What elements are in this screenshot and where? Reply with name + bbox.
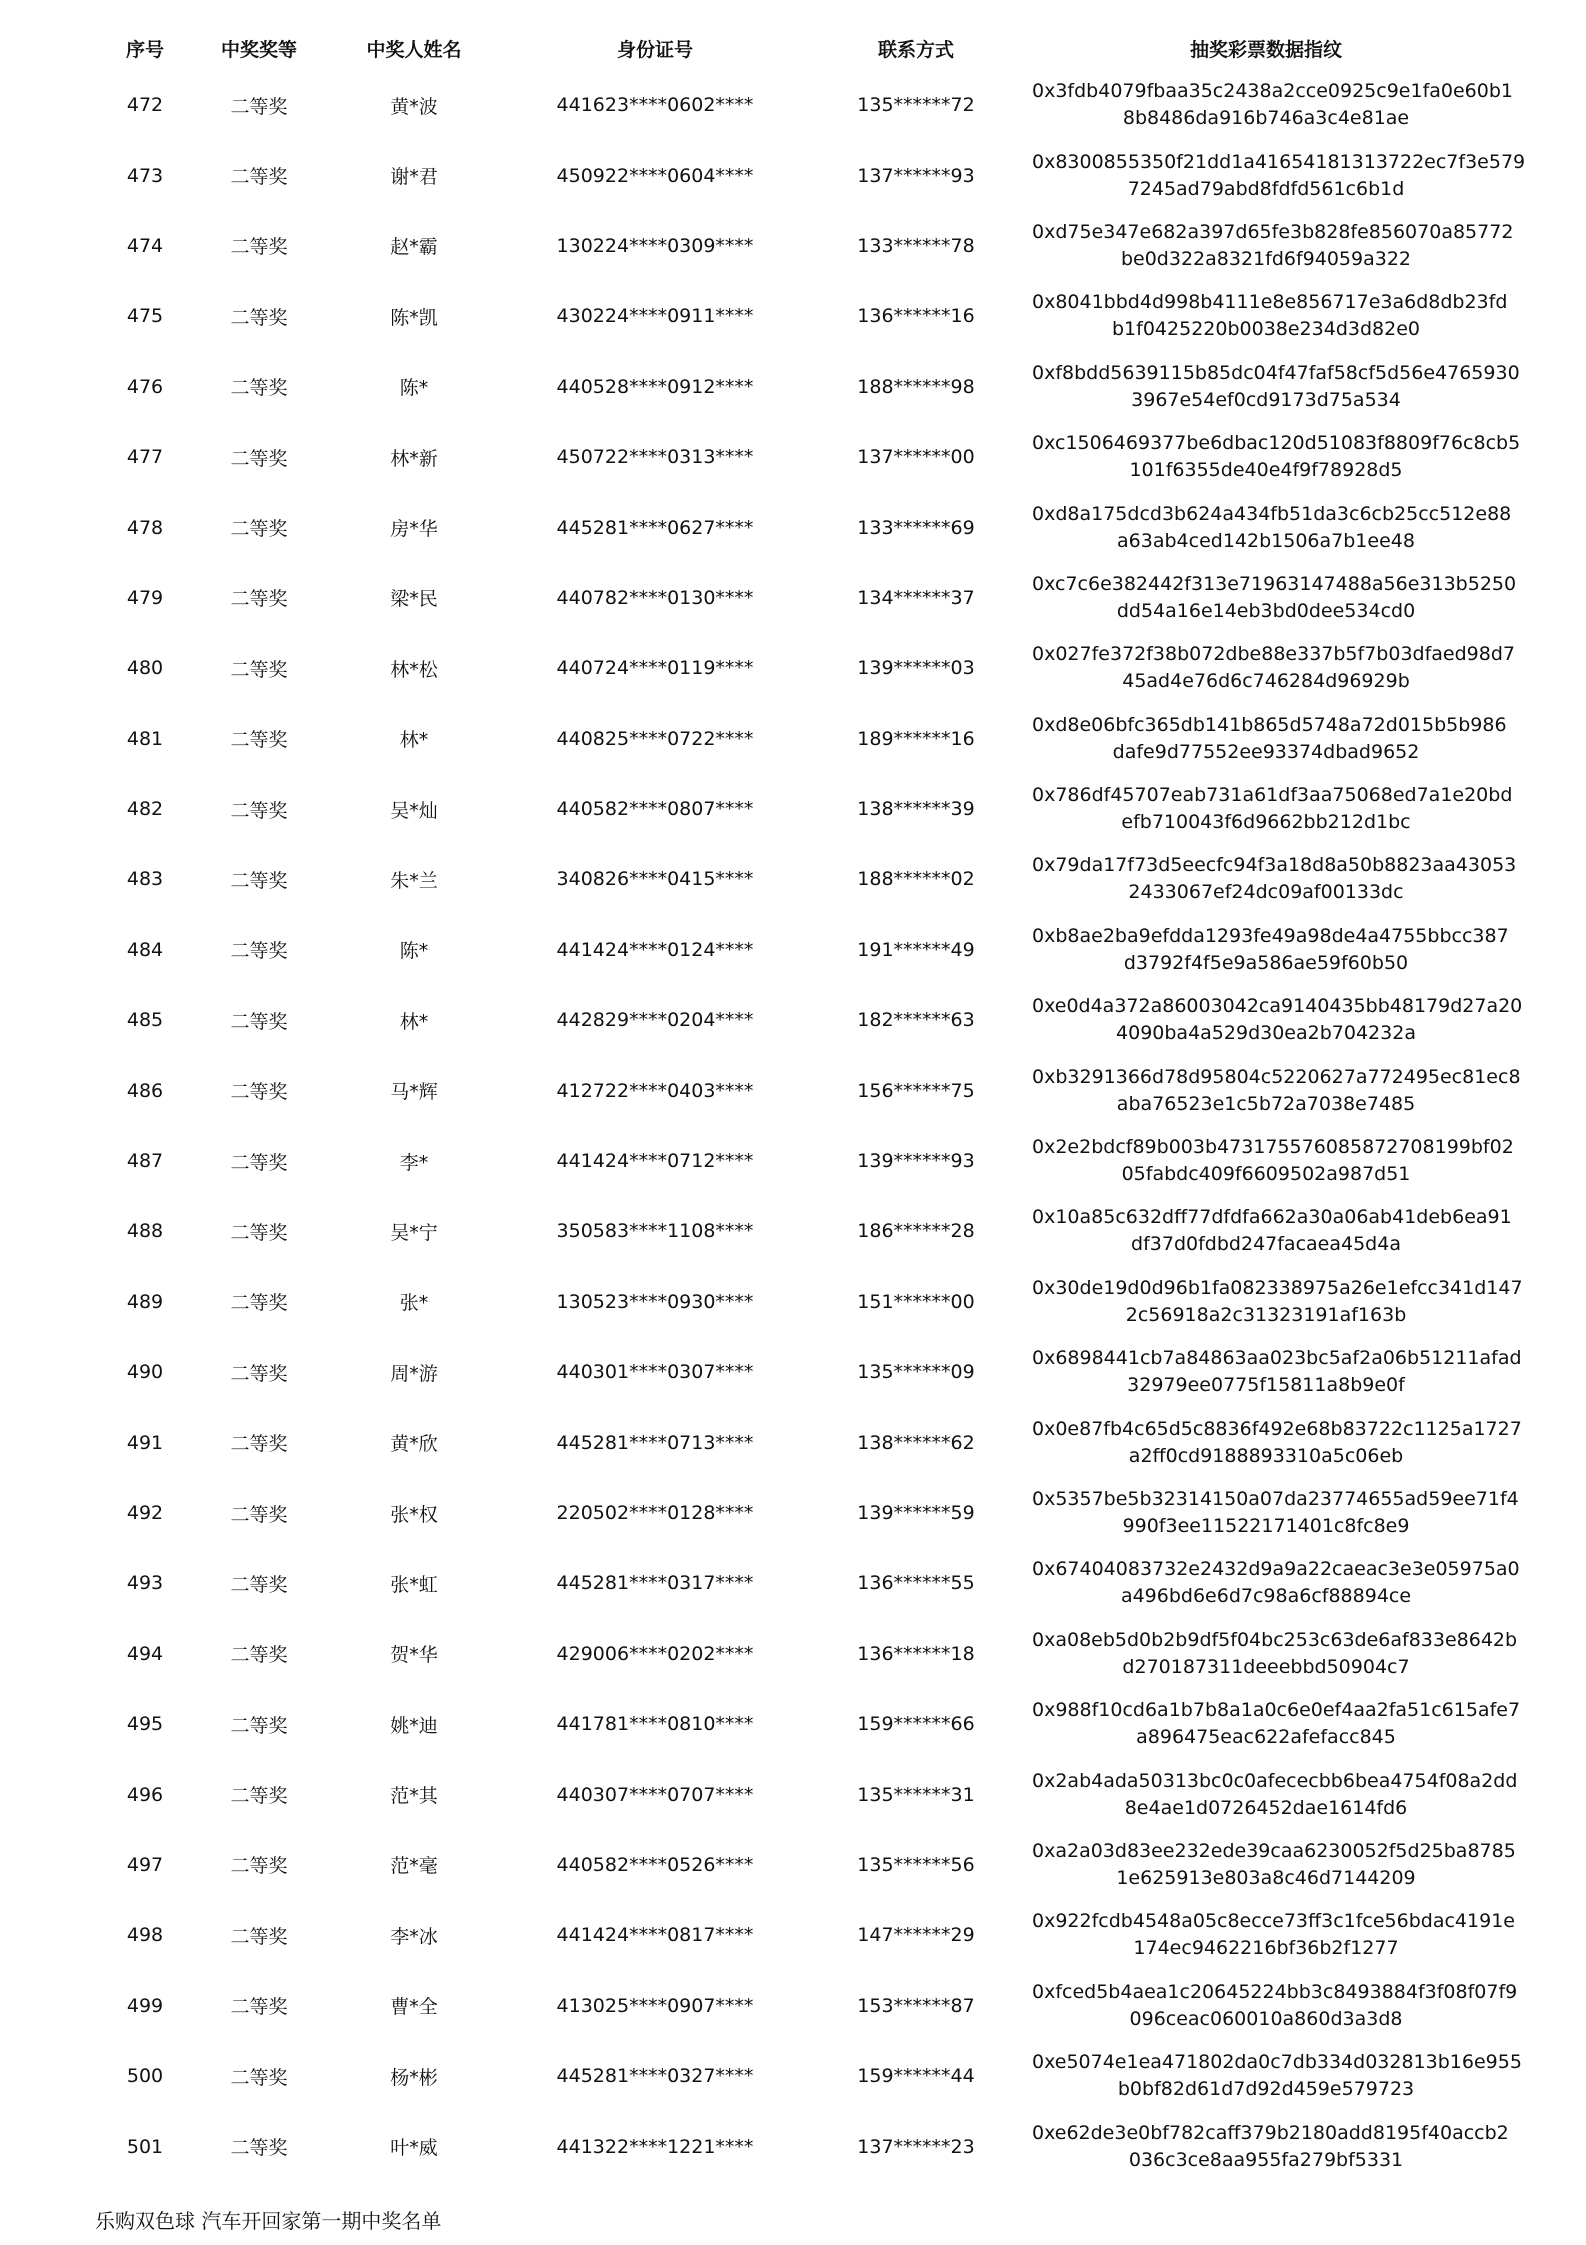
cell-id-number: 429006****0202**** — [556, 1642, 754, 1665]
fingerprint-line: 0x67404083732e2432d9a9a22caeac3e3e05975a0 — [1032, 1558, 1520, 1581]
table-row — [90, 633, 1500, 703]
fingerprint-line: 2c56918a2c31323191af163b — [1125, 1303, 1407, 1326]
cell-serial: 490 — [126, 1361, 164, 1384]
fingerprint-line: d270187311deeebbd50904c7 — [1122, 1655, 1410, 1678]
cell-winner-name: 李* — [399, 1151, 429, 1174]
cell-id-number: 445281****0713**** — [556, 1431, 754, 1454]
cell-winner-name: 曹*全 — [390, 1996, 438, 2019]
cell-serial: 482 — [126, 798, 164, 821]
cell-prize-level: 二等奖 — [230, 1433, 288, 1456]
cell-prize-level: 二等奖 — [230, 95, 288, 118]
cell-ticket-fingerprint — [1032, 1126, 1514, 1196]
header-prize-level: 中奖奖等 — [220, 38, 297, 61]
fingerprint-line: 036c3ce8aa955fa279bf5331 — [1128, 2148, 1404, 2171]
cell-id-number: 442829****0204**** — [556, 1009, 754, 1032]
cell-prize-level: 二等奖 — [230, 1221, 288, 1244]
cell-id-number: 350583****1108**** — [556, 1220, 754, 1243]
cell-prize-level: 二等奖 — [230, 377, 288, 400]
cell-contact: 159******44 — [857, 2065, 975, 2088]
cell-ticket-fingerprint — [1032, 915, 1509, 985]
cell-id-number: 445281****0627**** — [556, 516, 754, 539]
fingerprint-line: be0d322a8321fd6f94059a322 — [1120, 247, 1412, 270]
cell-winner-name: 黄*波 — [390, 95, 438, 118]
table-row — [90, 704, 1500, 774]
cell-winner-name: 陈*凯 — [390, 306, 438, 329]
document-footer: 乐购双色球 汽车开回家第一期中奖名单 — [95, 2209, 442, 2233]
table-row — [90, 1337, 1500, 1407]
cell-serial: 491 — [126, 1431, 164, 1454]
fingerprint-line: 0xa08eb5d0b2b9df5f04bc253c63de6af833e8642b — [1032, 1628, 1518, 1651]
cell-id-number: 441424****0124**** — [556, 938, 754, 961]
cell-serial: 489 — [126, 1290, 164, 1313]
table-header-row — [90, 26, 1500, 70]
cell-winner-name: 林*新 — [390, 447, 438, 470]
cell-contact: 159******66 — [857, 1713, 975, 1736]
cell-contact: 189******16 — [857, 727, 975, 750]
cell-ticket-fingerprint — [1032, 1196, 1512, 1266]
cell-winner-name: 陈* — [399, 377, 429, 400]
cell-id-number: 441424****0712**** — [556, 1150, 754, 1173]
fingerprint-line: 0xc7c6e382442f313e71963147488a56e313b5250 — [1032, 572, 1517, 595]
fingerprint-line: dd54a16e14eb3bd0dee534cd0 — [1116, 599, 1416, 622]
cell-prize-level: 二等奖 — [230, 1503, 288, 1526]
cell-serial: 474 — [126, 234, 164, 257]
table-row — [90, 70, 1500, 140]
cell-serial: 485 — [126, 1009, 164, 1032]
fingerprint-line: 0xe62de3e0bf782caff379b2180add8195f40accb2 — [1032, 2121, 1509, 2144]
table-row — [90, 1196, 1500, 1266]
table-row — [90, 1689, 1500, 1759]
cell-id-number: 413025****0907**** — [556, 1994, 754, 2017]
table-row — [90, 1971, 1500, 2041]
cell-ticket-fingerprint — [1032, 2041, 1522, 2111]
cell-serial: 488 — [126, 1220, 164, 1243]
fingerprint-line: 0xa2a03d83ee232ede39caa6230052f5d25ba8785 — [1032, 1839, 1516, 1862]
cell-contact: 139******59 — [857, 1502, 975, 1524]
cell-ticket-fingerprint — [1032, 1619, 1518, 1689]
fingerprint-line: 45ad4e76d6c746284d96929b — [1122, 670, 1410, 693]
table-row — [90, 1619, 1500, 1689]
cell-winner-name: 姚*迪 — [390, 1714, 438, 1737]
cell-contact: 188******98 — [857, 375, 975, 398]
cell-id-number: 445281****0327**** — [556, 2065, 754, 2088]
cell-contact: 191******49 — [857, 938, 975, 961]
cell-ticket-fingerprint — [1032, 422, 1521, 492]
cell-prize-level: 二等奖 — [230, 869, 288, 892]
header-serial: 序号 — [125, 38, 164, 61]
cell-serial: 476 — [126, 375, 164, 398]
table-row — [90, 1759, 1500, 1829]
cell-serial: 477 — [126, 446, 164, 469]
cell-prize-level: 二等奖 — [230, 236, 288, 259]
cell-id-number: 440724****0119**** — [556, 657, 754, 680]
cell-contact: 182******63 — [857, 1009, 975, 1032]
table-row — [90, 2111, 1500, 2181]
cell-id-number: 441623****0602**** — [556, 94, 754, 117]
cell-id-number: 340826****0415**** — [556, 868, 754, 891]
cell-contact: 186******28 — [857, 1220, 975, 1243]
cell-ticket-fingerprint — [1032, 774, 1513, 844]
cell-contact: 138******39 — [857, 798, 975, 821]
cell-winner-name: 赵*霸 — [390, 236, 438, 259]
cell-contact: 153******87 — [857, 1994, 975, 2017]
fingerprint-line: 3967e54ef0cd9173d75a534 — [1131, 388, 1401, 411]
cell-serial: 486 — [126, 1079, 164, 1102]
cell-contact: 147******29 — [857, 1924, 975, 1947]
header-ticket-fingerprint: 抽奖彩票数据指纹 — [1189, 38, 1342, 61]
cell-ticket-fingerprint — [1032, 1971, 1518, 2041]
cell-contact: 135******56 — [857, 1853, 975, 1876]
table-row — [90, 1830, 1500, 1900]
cell-serial: 496 — [126, 1783, 164, 1806]
fingerprint-line: df37d0fdbd247facaea45d4a — [1131, 1233, 1401, 1256]
cell-prize-level: 二等奖 — [230, 166, 288, 189]
winners-table — [90, 26, 1526, 2182]
cell-prize-level: 二等奖 — [230, 1292, 288, 1315]
table-row — [90, 211, 1500, 281]
cell-contact: 135******72 — [857, 94, 975, 117]
cell-ticket-fingerprint — [1032, 1478, 1519, 1548]
cell-prize-level: 二等奖 — [230, 940, 288, 963]
cell-prize-level: 二等奖 — [230, 1644, 288, 1667]
fingerprint-line: 0x8041bbd4d998b4111e8e856717e3a6d8db23fd — [1032, 291, 1508, 314]
fingerprint-line: 0xe5074e1ea471802da0c7db334d032813b16e955 — [1032, 2051, 1522, 2074]
fingerprint-line: 0xb3291366d78d95804c5220627a772495ec81ec8 — [1032, 1065, 1521, 1088]
cell-winner-name: 林* — [399, 1010, 429, 1033]
table-row — [90, 140, 1500, 210]
fingerprint-line: a496bd6e6d7c98a6cf88894ce — [1120, 1585, 1412, 1608]
cell-prize-level: 二等奖 — [230, 447, 288, 470]
table-row — [90, 1478, 1500, 1548]
fingerprint-line: 0x988f10cd6a1b7b8a1a0c6e0ef4aa2fa51c615afe7 — [1032, 1699, 1521, 1722]
cell-serial: 498 — [126, 1924, 164, 1947]
fingerprint-line: 0x10a85c632dff77dfdfa662a30a06ab41deb6ea91 — [1032, 1206, 1512, 1229]
cell-prize-level: 二等奖 — [230, 658, 288, 681]
cell-prize-level: 二等奖 — [230, 2066, 288, 2089]
cell-prize-level: 二等奖 — [230, 1010, 288, 1033]
cell-id-number: 440301****0307**** — [556, 1361, 754, 1384]
fingerprint-line: 0x30de19d0d96b1fa082338975a26e1efcc341d147 — [1032, 1276, 1523, 1299]
cell-id-number: 441322****1221**** — [556, 2135, 754, 2158]
cell-winner-name: 陈* — [399, 940, 429, 963]
cell-winner-name: 杨*彬 — [390, 2066, 438, 2089]
fingerprint-line: 7245ad79abd8fdfd561c6b1d — [1127, 177, 1405, 200]
cell-prize-level: 二等奖 — [230, 1714, 288, 1737]
cell-id-number: 450722****0313**** — [556, 446, 754, 469]
cell-winner-name: 吴*灿 — [390, 799, 438, 822]
cell-contact: 156******75 — [857, 1079, 975, 1102]
fingerprint-line: 0x027fe372f38b072dbe88e337b5f7b03dfaed98d7 — [1032, 643, 1516, 666]
table-row — [90, 1055, 1500, 1125]
cell-contact: 151******00 — [857, 1290, 975, 1313]
fingerprint-line: 0x2ab4ada50313bc0c0afececbb6bea4754f08a2dd — [1032, 1769, 1518, 1792]
cell-id-number: 450922****0604**** — [556, 164, 754, 187]
cell-prize-level: 二等奖 — [230, 1081, 288, 1104]
cell-ticket-fingerprint — [1032, 1267, 1523, 1337]
cell-serial: 481 — [126, 727, 164, 750]
fingerprint-line: 0xd8e06bfc365db141b865d5748a72d015b5b986 — [1032, 713, 1507, 736]
cell-prize-level: 二等奖 — [230, 2137, 288, 2160]
cell-winner-name: 周*游 — [390, 1362, 438, 1385]
cell-id-number: 440582****0807**** — [556, 798, 754, 821]
fingerprint-line: b0bf82d61d7d92d459e579723 — [1117, 2078, 1415, 2101]
table-row — [90, 985, 1500, 1055]
cell-ticket-fingerprint — [1032, 1830, 1516, 1900]
cell-prize-level: 二等奖 — [230, 729, 288, 752]
cell-serial: 478 — [126, 516, 164, 539]
fingerprint-line: 0xb8ae2ba9efdda1293fe49a98de4a4755bbcc387 — [1032, 924, 1509, 947]
cell-contact: 136******18 — [857, 1642, 975, 1665]
cell-winner-name: 李*冰 — [390, 1925, 438, 1948]
cell-winner-name: 吴*宁 — [390, 1221, 438, 1244]
fingerprint-line: 0x5357be5b32314150a07da23774655ad59ee71f4 — [1032, 1488, 1519, 1510]
cell-ticket-fingerprint — [1032, 844, 1517, 914]
table-row — [90, 492, 1500, 562]
cell-contact: 139******03 — [857, 657, 975, 680]
header-contact: 联系方式 — [877, 38, 954, 61]
cell-id-number: 130224****0309**** — [556, 234, 754, 257]
table-row — [90, 352, 1500, 422]
table-row — [90, 1126, 1500, 1196]
cell-ticket-fingerprint — [1032, 140, 1526, 210]
cell-serial: 475 — [126, 305, 164, 328]
fingerprint-line: 0xf8bdd5639115b85dc04f47faf58cf5d56e4765930 — [1032, 361, 1520, 384]
cell-serial: 473 — [126, 164, 164, 187]
fingerprint-line: 0x786df45707eab731a61df3aa75068ed7a1e20bd — [1032, 784, 1513, 807]
fingerprint-line: 101f6355de40e4f9f78928d5 — [1129, 459, 1403, 482]
cell-winner-name: 朱*兰 — [390, 869, 438, 892]
cell-id-number: 440582****0526**** — [556, 1853, 754, 1876]
cell-prize-level: 二等奖 — [230, 1785, 288, 1808]
cell-winner-name: 马*辉 — [390, 1081, 438, 1104]
cell-ticket-fingerprint — [1032, 1689, 1521, 1759]
cell-winner-name: 张*权 — [390, 1503, 438, 1526]
fingerprint-line: 1e625913e803a8c46d7144209 — [1116, 1866, 1416, 1889]
table-row — [90, 1407, 1500, 1477]
fingerprint-line: 0x79da17f73d5eecfc94f3a18d8a50b8823aa43053 — [1032, 854, 1517, 877]
cell-prize-level: 二等奖 — [230, 588, 288, 611]
cell-ticket-fingerprint — [1032, 1900, 1515, 1970]
cell-serial: 497 — [126, 1853, 164, 1876]
fingerprint-line: a896475eac622afefacc845 — [1136, 1726, 1396, 1749]
cell-id-number: 412722****0403**** — [556, 1079, 754, 1102]
cell-winner-name: 范*其 — [390, 1785, 438, 1808]
cell-prize-level: 二等奖 — [230, 1996, 288, 2019]
cell-contact: 136******55 — [857, 1572, 975, 1595]
table-row — [90, 1548, 1500, 1618]
header-id-number: 身份证号 — [616, 38, 693, 61]
fingerprint-line: b1f0425220b0038e234d3d82e0 — [1112, 318, 1420, 341]
cell-id-number: 440782****0130**** — [556, 586, 754, 609]
fingerprint-line: 05fabdc409f6609502a987d51 — [1121, 1163, 1411, 1186]
cell-contact: 135******09 — [857, 1361, 975, 1384]
table-body — [90, 70, 1526, 2182]
cell-serial: 501 — [126, 2135, 164, 2158]
cell-contact: 139******93 — [857, 1150, 975, 1173]
cell-contact: 137******93 — [857, 164, 975, 187]
cell-prize-level: 二等奖 — [230, 1362, 288, 1385]
cell-contact: 135******31 — [857, 1783, 975, 1806]
fingerprint-line: 0xe0d4a372a86003042ca9140435bb48179d27a20 — [1032, 995, 1523, 1018]
cell-serial: 493 — [126, 1572, 164, 1595]
fingerprint-line: efb710043f6d9662bb212d1bc — [1121, 811, 1411, 834]
cell-winner-name: 张* — [399, 1292, 429, 1315]
cell-ticket-fingerprint — [1032, 985, 1523, 1055]
cell-winner-name: 张*虹 — [390, 1573, 438, 1596]
cell-ticket-fingerprint — [1032, 1548, 1520, 1618]
cell-serial: 494 — [126, 1642, 164, 1665]
cell-winner-name: 叶*威 — [390, 2137, 438, 2160]
cell-ticket-fingerprint — [1032, 1407, 1522, 1477]
table-row — [90, 915, 1500, 985]
fingerprint-line: 0xd8a175dcd3b624a434fb51da3c6cb25cc512e88 — [1032, 502, 1512, 525]
fingerprint-line: 0x3fdb4079fbaa35c2438a2cce0925c9e1fa0e60b1 — [1032, 80, 1514, 103]
cell-prize-level: 二等奖 — [230, 799, 288, 822]
fingerprint-line: 8b8486da916b746a3c4e81ae — [1122, 107, 1410, 130]
fingerprint-line: 174ec9462216bf36b2f1277 — [1133, 1937, 1399, 1960]
cell-winner-name: 房*华 — [390, 518, 438, 541]
cell-prize-level: 二等奖 — [230, 1925, 288, 1948]
cell-prize-level: 二等奖 — [230, 1855, 288, 1878]
fingerprint-line: 8e4ae1d0726452dae1614fd6 — [1124, 1796, 1408, 1819]
fingerprint-line: 0x0e87fb4c65d5c8836f492e68b83722c1125a1727 — [1032, 1417, 1522, 1440]
table-row — [90, 281, 1500, 351]
cell-id-number: 440528****0912**** — [556, 375, 754, 398]
cell-winner-name: 林*松 — [390, 658, 438, 681]
cell-serial: 495 — [126, 1713, 164, 1736]
cell-contact: 188******02 — [857, 868, 975, 891]
cell-contact: 134******37 — [857, 586, 975, 609]
cell-prize-level: 二等奖 — [230, 1151, 288, 1174]
cell-contact: 133******78 — [857, 234, 975, 257]
cell-ticket-fingerprint — [1032, 1055, 1521, 1125]
cell-winner-name: 范*毫 — [390, 1855, 438, 1878]
cell-ticket-fingerprint — [1032, 1759, 1518, 1829]
fingerprint-line: a63ab4ced142b1506a7b1ee48 — [1117, 529, 1415, 552]
fingerprint-line: a2ff0cd9188893310a5c06eb — [1128, 1444, 1404, 1467]
fingerprint-line: 0xd75e347e682a397d65fe3b828fe856070a85772 — [1032, 220, 1514, 243]
cell-serial: 483 — [126, 868, 164, 891]
cell-prize-level: 二等奖 — [230, 306, 288, 329]
cell-id-number: 441424****0817**** — [556, 1924, 754, 1947]
cell-prize-level: 二等奖 — [230, 518, 288, 541]
cell-ticket-fingerprint — [1032, 704, 1507, 774]
cell-serial: 500 — [126, 2065, 164, 2088]
cell-winner-name: 谢*君 — [390, 166, 438, 189]
cell-ticket-fingerprint — [1032, 281, 1508, 351]
cell-ticket-fingerprint — [1032, 563, 1517, 633]
fingerprint-line: 4090ba4a529d30ea2b704232a — [1116, 1022, 1416, 1045]
table-row — [90, 563, 1500, 633]
cell-serial: 479 — [126, 586, 164, 609]
cell-id-number: 445281****0317**** — [556, 1572, 754, 1595]
cell-serial: 484 — [126, 938, 164, 961]
cell-winner-name: 梁*民 — [390, 588, 438, 611]
cell-serial: 472 — [126, 94, 164, 117]
cell-serial: 492 — [126, 1502, 164, 1524]
cell-winner-name: 贺*华 — [390, 1644, 438, 1667]
cell-winner-name: 黄*欣 — [390, 1433, 438, 1456]
cell-id-number: 441781****0810**** — [556, 1713, 754, 1736]
fingerprint-line: 0x2e2bdcf89b003b473175576085872708199bf02 — [1032, 1136, 1514, 1159]
cell-contact: 133******69 — [857, 516, 975, 539]
cell-id-number: 440307****0707**** — [556, 1783, 754, 1806]
cell-ticket-fingerprint — [1032, 211, 1514, 281]
fingerprint-line: 990f3ee11522171401c8fc8e9 — [1122, 1515, 1410, 1537]
cell-id-number: 130523****0930**** — [556, 1290, 754, 1313]
cell-serial: 499 — [126, 1994, 164, 2017]
fingerprint-line: 0xc1506469377be6dbac120d51083f8809f76c8cb5 — [1032, 432, 1521, 455]
fingerprint-line: dafe9d77552ee93374dbad9652 — [1112, 740, 1420, 763]
cell-ticket-fingerprint — [1032, 352, 1520, 422]
fingerprint-line: 0x8300855350f21dd1a41654181313722ec7f3e579 — [1032, 150, 1526, 173]
fingerprint-line: 2433067ef24dc09af00133dc — [1128, 881, 1404, 904]
cell-contact: 136******16 — [857, 305, 975, 328]
cell-contact: 138******62 — [857, 1431, 975, 1454]
cell-ticket-fingerprint — [1032, 1337, 1522, 1407]
fingerprint-line: 096ceac060010a860d3a3d8 — [1129, 2007, 1403, 2030]
table-row — [90, 422, 1500, 492]
cell-prize-level: 二等奖 — [230, 1573, 288, 1596]
table-row — [90, 1900, 1500, 1970]
table-row — [90, 774, 1500, 844]
cell-winner-name: 林* — [399, 729, 429, 752]
fingerprint-line: 0x922fcdb4548a05c8ecce73ff3c1fce56bdac4191e — [1032, 1910, 1515, 1933]
cell-serial: 480 — [126, 657, 164, 680]
cell-ticket-fingerprint — [1032, 70, 1514, 140]
cell-contact: 137******00 — [857, 446, 975, 469]
cell-id-number: 430224****0911**** — [556, 305, 754, 328]
fingerprint-line: d3792f4f5e9a586ae59f60b50 — [1123, 951, 1409, 974]
table-row — [90, 1267, 1500, 1337]
cell-contact: 137******23 — [857, 2135, 975, 2158]
cell-id-number: 440825****0722**** — [556, 727, 754, 750]
fingerprint-line: 0xfced5b4aea1c20645224bb3c8493884f3f08f07f9 — [1032, 1980, 1518, 2003]
table-row — [90, 2041, 1500, 2111]
fingerprint-line: 32979ee0775f15811a8b9e0f — [1127, 1374, 1405, 1397]
fingerprint-line: aba76523e1c5b72a7038e7485 — [1116, 1092, 1416, 1115]
table-row — [90, 844, 1500, 914]
cell-id-number: 220502****0128**** — [556, 1502, 754, 1524]
cell-ticket-fingerprint — [1032, 492, 1512, 562]
cell-ticket-fingerprint — [1032, 2111, 1509, 2181]
cell-ticket-fingerprint — [1032, 633, 1516, 703]
fingerprint-line: 0x6898441cb7a84863aa023bc5af2a06b51211afad — [1032, 1347, 1522, 1370]
header-winner-name: 中奖人姓名 — [366, 38, 462, 61]
cell-serial: 487 — [126, 1150, 164, 1173]
